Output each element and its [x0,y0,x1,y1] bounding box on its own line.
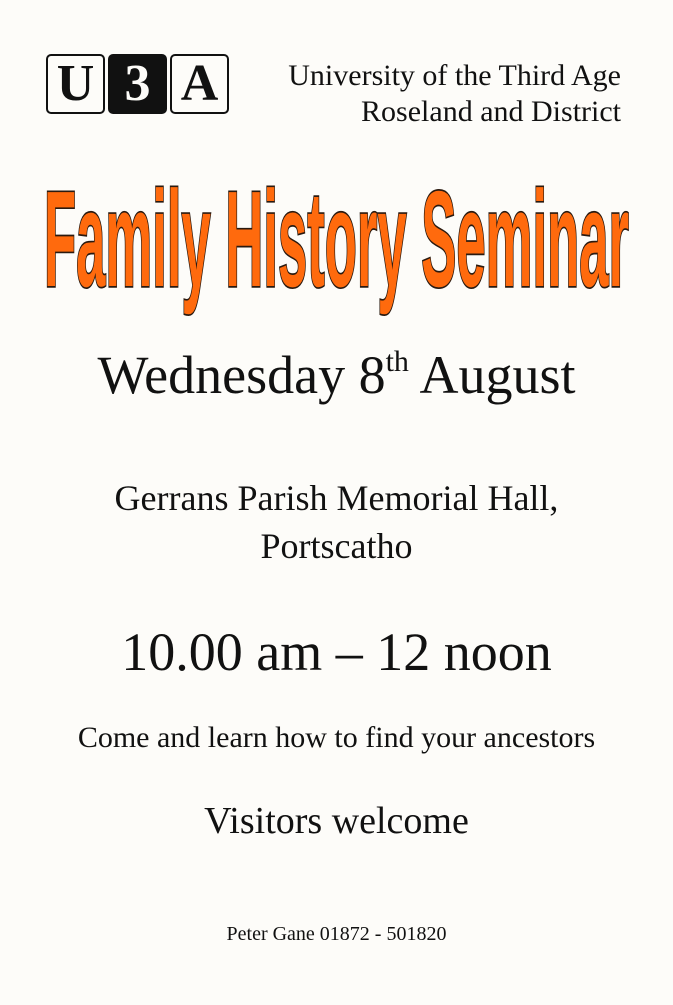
event-venue [0,474,673,570]
contact-details: Peter Gane 01872 - 501820 [226,923,447,945]
date-day: Wednesday 8 [97,345,386,405]
date-ordinal: th [385,345,409,378]
logo-tile-a: A [170,54,229,114]
seminar-headline [0,168,673,328]
headline-text: Family History Seminar [44,168,630,316]
venue-line-1: Gerrans Parish Memorial Hall, [114,478,559,518]
event-date [0,343,673,407]
u3a-logo [46,54,229,114]
event-tagline: Come and learn how to find your ancestors [77,721,596,754]
date-month: August [408,345,576,405]
organisation-line-2: Roseland and District [361,95,621,128]
organisation-name [288,58,621,130]
venue-line-2: Portscatho [260,526,413,566]
event-time: 10.00 am – 12 noon [121,622,552,682]
logo-tile-3: 3 [108,54,167,114]
logo-tile-u: U [46,54,105,114]
organisation-line-1: University of the Third Age [288,59,621,92]
visitors-welcome: Visitors welcome [204,800,469,842]
